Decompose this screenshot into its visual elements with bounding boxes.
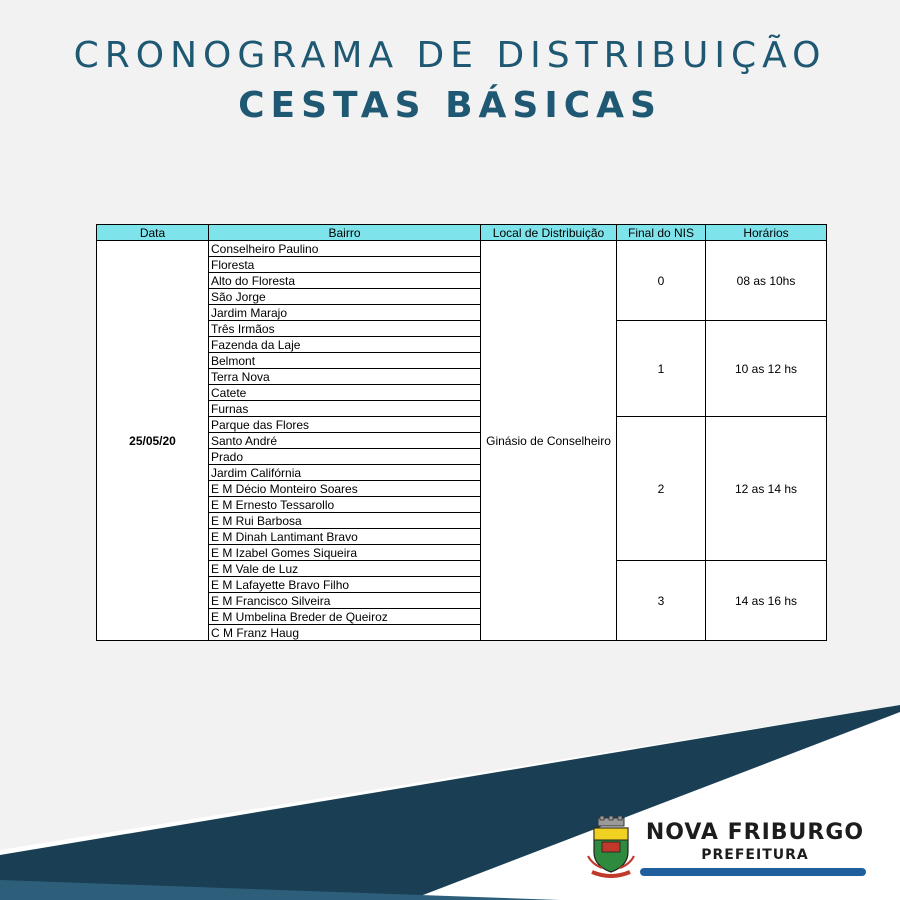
coat-of-arms-icon xyxy=(584,816,638,880)
bairro-cell: Jardim Califórnia xyxy=(209,465,481,481)
date-cell: 25/05/20 xyxy=(97,241,209,641)
bairro-cell: Catete xyxy=(209,385,481,401)
bairro-cell: Fazenda da Laje xyxy=(209,337,481,353)
bairro-cell: E M Décio Monteiro Soares xyxy=(209,481,481,497)
bairro-cell: E M Izabel Gomes Siqueira xyxy=(209,545,481,561)
column-header-hours: Horários xyxy=(706,225,827,241)
bairro-cell: E M Ernesto Tessarollo xyxy=(209,497,481,513)
column-header-bairro: Bairro xyxy=(209,225,481,241)
brand-name: NOVA FRIBURGO xyxy=(645,820,865,845)
table-header-row xyxy=(97,225,827,241)
nis-cell: 2 xyxy=(617,417,706,561)
column-header-date: Data xyxy=(97,225,209,241)
bairro-cell: Santo André xyxy=(209,433,481,449)
hours-cell: 12 as 14 hs xyxy=(706,417,827,561)
bairro-cell: E M Francisco Silveira xyxy=(209,593,481,609)
location-cell: Ginásio de Conselheiro xyxy=(481,241,617,641)
nis-cell: 3 xyxy=(617,561,706,641)
bairro-cell: Três Irmãos xyxy=(209,321,481,337)
bairro-cell: E M Vale de Luz xyxy=(209,561,481,577)
page-title-line1: CRONOGRAMA DE DISTRIBUIÇÃO xyxy=(73,35,827,76)
bairro-cell: Alto do Floresta xyxy=(209,273,481,289)
bairro-cell: Conselheiro Paulino xyxy=(209,241,481,257)
nis-cell: 1 xyxy=(617,321,706,417)
brand-block xyxy=(640,820,870,863)
bairro-cell: E M Lafayette Bravo Filho xyxy=(209,577,481,593)
hours-cell: 08 as 10hs xyxy=(706,241,827,321)
bairro-cell: E M Rui Barbosa xyxy=(209,513,481,529)
bairro-cell: E M Umbelina Breder de Queiroz xyxy=(209,609,481,625)
nis-cell: 0 xyxy=(617,241,706,321)
brand-accent-bar xyxy=(640,868,866,876)
bairro-cell: São Jorge xyxy=(209,289,481,305)
bairro-cell: Parque das Flores xyxy=(209,417,481,433)
bairro-cell: Prado xyxy=(209,449,481,465)
column-header-nis: Final do NIS xyxy=(617,225,706,241)
bairro-cell: C M Franz Haug xyxy=(209,625,481,641)
bairro-cell: Floresta xyxy=(209,257,481,273)
table-row xyxy=(97,241,827,257)
bairro-cell: Jardim Marajo xyxy=(209,305,481,321)
hours-cell: 10 as 12 hs xyxy=(706,321,827,417)
bairro-cell: Belmont xyxy=(209,353,481,369)
hours-cell: 14 as 16 hs xyxy=(706,561,827,641)
bairro-cell: Furnas xyxy=(209,401,481,417)
column-header-location: Local de Distribuição xyxy=(481,225,617,241)
brand-subtitle: PREFEITURA xyxy=(701,847,809,863)
page-title-line2: CESTAS BÁSICAS xyxy=(238,85,662,126)
bairro-cell: Terra Nova xyxy=(209,369,481,385)
bairro-cell: E M Dinah Lantimant Bravo xyxy=(209,529,481,545)
distribution-schedule-table xyxy=(96,224,827,641)
